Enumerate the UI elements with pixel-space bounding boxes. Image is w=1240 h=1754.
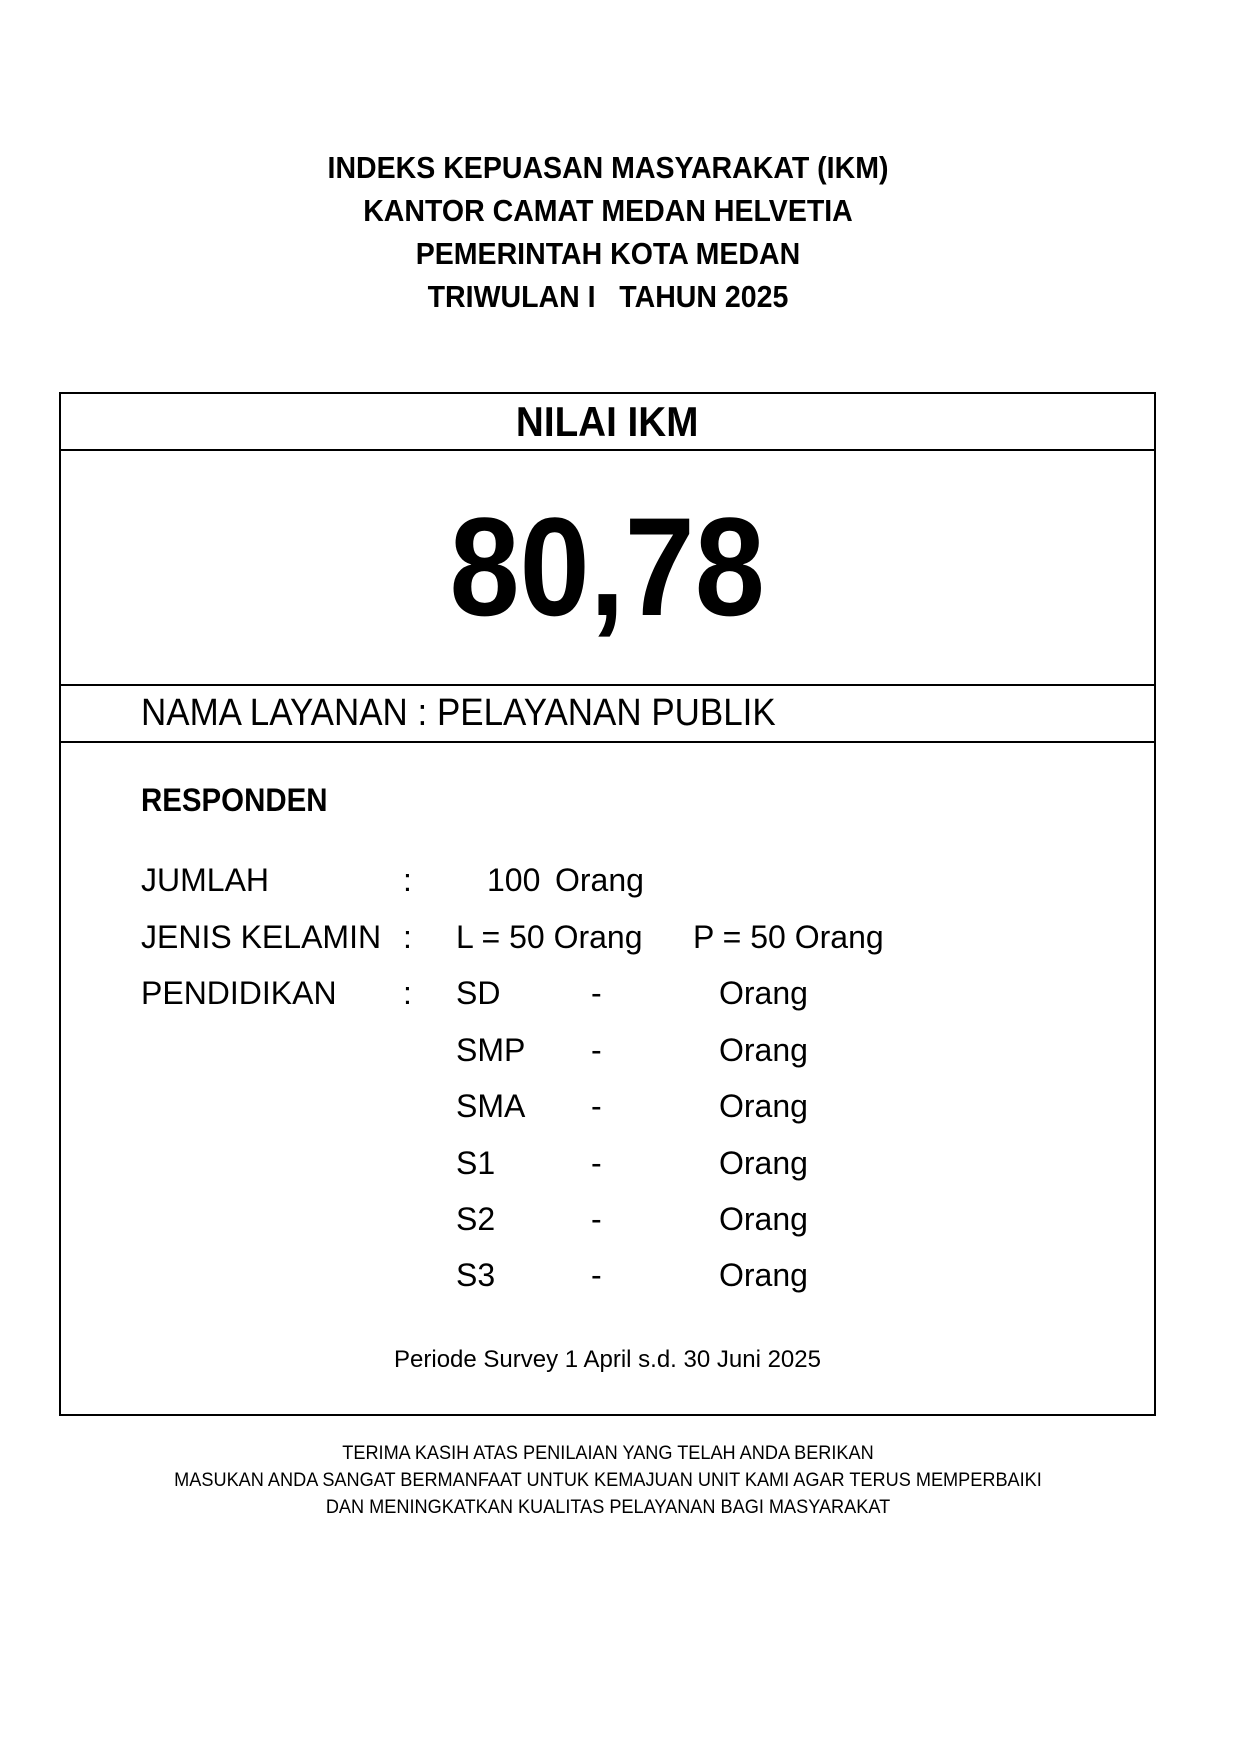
gender-label: JENIS KELAMIN bbox=[141, 919, 382, 955]
education-level: SMA bbox=[456, 1088, 526, 1124]
ikm-score-row bbox=[61, 451, 1154, 686]
education-level: S2 bbox=[456, 1201, 496, 1237]
service-row bbox=[61, 686, 1154, 743]
education-count: - bbox=[591, 1201, 602, 1237]
education-level: S3 bbox=[456, 1257, 496, 1293]
education-count: - bbox=[591, 1145, 602, 1181]
education-unit: Orang bbox=[719, 1032, 808, 1068]
education-unit: Orang bbox=[719, 1145, 808, 1181]
education-unit: Orang bbox=[719, 1201, 808, 1237]
header-office: KANTOR CAMAT MEDAN HELVETIA bbox=[363, 193, 853, 228]
gender-female: P = 50 Orang bbox=[693, 919, 884, 955]
education-count: - bbox=[591, 1088, 602, 1124]
education-unit: Orang bbox=[719, 975, 808, 1011]
footer-line: MASUKAN ANDA SANGAT BERMANFAAT UNTUK KEMAJUAN UNIT KAMI AGAR TERUS MEMPERBAIKI bbox=[174, 1469, 1042, 1491]
respondents-title: RESPONDEN bbox=[141, 782, 328, 818]
document-header bbox=[0, 146, 1216, 318]
total-label: JUMLAH bbox=[141, 862, 270, 898]
education-count: - bbox=[591, 975, 602, 1011]
service-name: NAMA LAYANAN : PELAYANAN PUBLIK bbox=[141, 692, 776, 734]
education-level: SD bbox=[456, 975, 501, 1011]
ikm-title-row bbox=[61, 394, 1154, 451]
education-count: - bbox=[591, 1032, 602, 1068]
education-label: PENDIDIKAN bbox=[141, 975, 337, 1011]
education-unit: Orang bbox=[719, 1257, 808, 1293]
header-government: PEMERINTAH KOTA MEDAN bbox=[415, 236, 801, 271]
document-footer bbox=[0, 1440, 1216, 1521]
ikm-score: 80,78 bbox=[449, 488, 766, 645]
total-value: 100 bbox=[487, 862, 541, 898]
survey-period: Periode Survey 1 April s.d. 30 Juni 2025 bbox=[394, 1346, 821, 1373]
header-title: INDEKS KEPUASAN MASYARAKAT (IKM) bbox=[327, 150, 889, 185]
gender-sep: : bbox=[403, 919, 412, 955]
gender-male: L = 50 Orang bbox=[456, 919, 643, 955]
ikm-title: NILAI IKM bbox=[516, 398, 699, 445]
education-sep: : bbox=[403, 975, 412, 1011]
education-level: S1 bbox=[456, 1145, 496, 1181]
education-count: - bbox=[591, 1257, 602, 1293]
footer-line: DAN MENINGKATKAN KUALITAS PELAYANAN BAGI MASYARAKAT bbox=[325, 1496, 891, 1518]
total-unit: Orang bbox=[555, 862, 644, 898]
education-unit: Orang bbox=[719, 1088, 808, 1124]
footer-line: TERIMA KASIH ATAS PENILAIAN YANG TELAH ANDA BERIKAN bbox=[342, 1442, 874, 1464]
total-sep: : bbox=[403, 862, 412, 898]
education-level: SMP bbox=[456, 1032, 526, 1068]
ikm-box bbox=[59, 392, 1156, 1416]
header-period: TRIWULAN I TAHUN 2025 bbox=[427, 279, 789, 314]
